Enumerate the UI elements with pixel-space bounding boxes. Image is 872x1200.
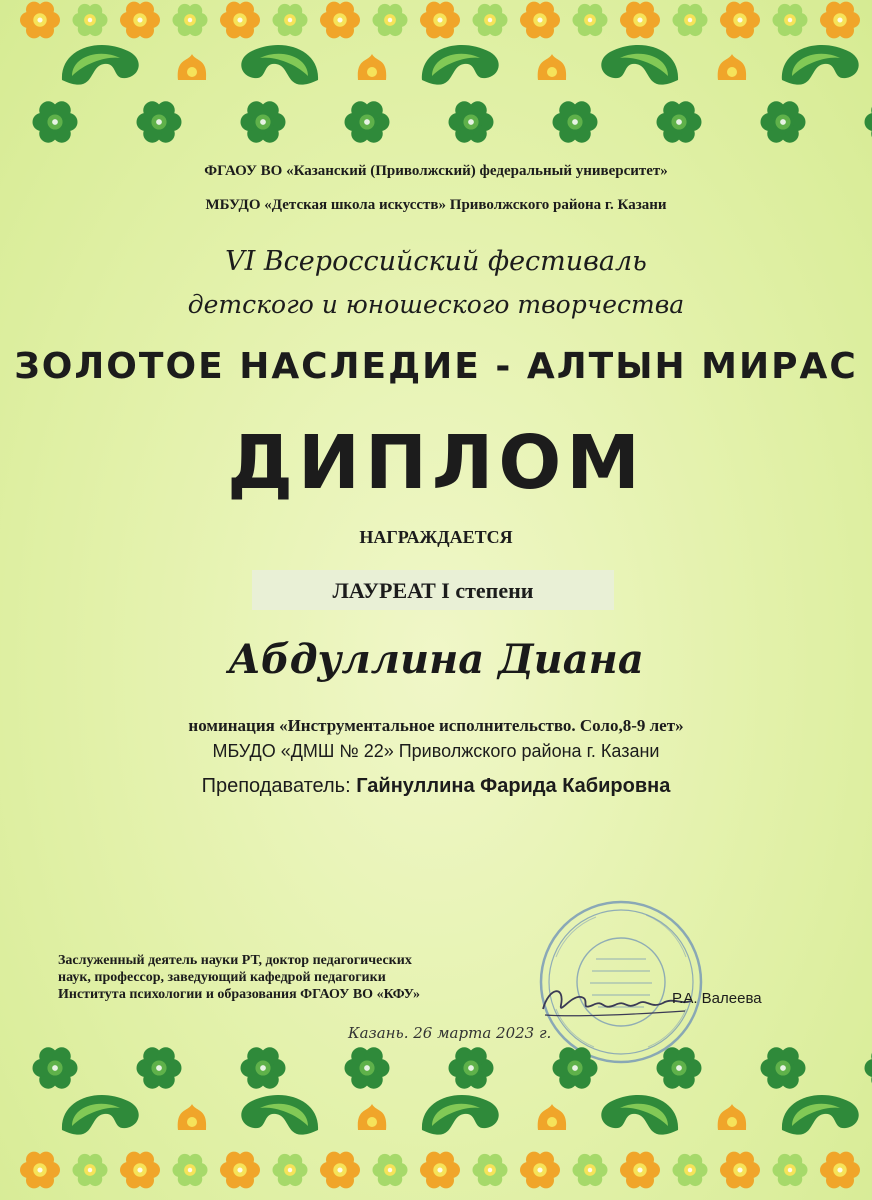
paisley-leaf-icon — [241, 1095, 318, 1135]
diploma-title: ДИПЛОМ — [227, 420, 645, 506]
festival-title-line1: VI Всероссийский фестиваль — [225, 246, 647, 277]
paisley-leaf-icon — [422, 45, 499, 85]
flower-rosette-icon — [220, 2, 260, 39]
flower-rosette-icon — [420, 2, 460, 39]
flower-rosette-icon — [373, 4, 408, 36]
flower-rosette-icon — [420, 1152, 460, 1189]
flower-rosette-icon — [273, 4, 308, 36]
green-rosette-icon — [865, 1047, 872, 1088]
paisley-leaf-icon — [241, 45, 318, 85]
green-rosette-icon — [345, 1047, 390, 1088]
green-rosette-icon — [241, 101, 286, 142]
green-rosette-icon — [657, 101, 702, 142]
nomination-text: номинация «Инструментальное исполнительство. Соло,8-9 лет» — [188, 716, 684, 735]
green-rosette-icon — [345, 101, 390, 142]
green-rosette-icon — [865, 101, 872, 142]
tulip-flower-icon — [538, 54, 566, 80]
tulip-flower-icon — [178, 1104, 206, 1130]
teacher-line — [0, 775, 872, 798]
degree-highlight — [252, 570, 614, 610]
degree-text: ЛАУРЕАТ I степени — [332, 578, 534, 603]
green-rosette-icon — [449, 1047, 494, 1088]
green-rosette-icon — [761, 101, 806, 142]
signatory-title-line1: Заслуженный деятель науки РТ, доктор педагогических — [58, 953, 412, 968]
tulip-flower-icon — [178, 54, 206, 80]
green-rosette-icon — [553, 1047, 598, 1088]
green-rosette-icon — [657, 1047, 702, 1088]
signatory-name: Р.А. Валеева — [672, 990, 762, 1007]
place-date: Казань. 26 марта 2023 г. — [348, 1024, 552, 1042]
flower-rosette-icon — [273, 1154, 308, 1186]
green-rosette-icon — [137, 101, 182, 142]
top-floral-border — [0, 0, 872, 150]
green-rosette-icon — [137, 1047, 182, 1088]
signatory-title — [58, 952, 420, 1003]
paisley-leaf-icon — [601, 1095, 678, 1135]
signatory-title-line2: наук, профессор, заведующий кафедрой педагогики — [58, 970, 386, 985]
flower-rosette-icon — [373, 1154, 408, 1186]
flower-rosette-icon — [473, 1154, 508, 1186]
handwritten-signature — [535, 975, 695, 1025]
awarded-label: НАГРАЖДАЕТСЯ — [359, 527, 513, 547]
signatory-title-line3: Института психологии и образования ФГАОУ ВО «КФУ» — [58, 987, 421, 1002]
flower-rosette-icon — [773, 1154, 808, 1186]
green-rosette-icon — [33, 1047, 78, 1088]
flower-rosette-icon — [820, 1152, 860, 1189]
flower-rosette-icon — [520, 2, 560, 39]
bottom-floral-border — [0, 1040, 872, 1190]
flower-rosette-icon — [120, 1152, 160, 1189]
flower-rosette-icon — [673, 4, 708, 36]
flower-rosette-icon — [173, 1154, 208, 1186]
flower-rosette-icon — [20, 2, 60, 39]
flower-rosette-icon — [620, 2, 660, 39]
flower-rosette-icon — [120, 2, 160, 39]
flower-rosette-icon — [773, 4, 808, 36]
green-rosette-icon — [761, 1047, 806, 1088]
green-rosette-icon — [553, 101, 598, 142]
flower-rosette-icon — [720, 1152, 760, 1189]
flower-rosette-icon — [720, 2, 760, 39]
school-name: МБУДО «Детская школа искусств» Приволжского района г. Казани — [205, 197, 667, 213]
green-rosette-icon — [241, 1047, 286, 1088]
flower-rosette-icon — [173, 4, 208, 36]
festival-name: ЗОЛОТОЕ НАСЛЕДИЕ - АЛТЫН МИРАС — [14, 346, 858, 387]
flower-rosette-icon — [820, 2, 860, 39]
paisley-leaf-icon — [601, 45, 678, 85]
teacher-label: Преподаватель: — [201, 775, 351, 797]
institution-text: МБУДО «ДМШ № 22» Приволжского района г. Казани — [212, 741, 660, 761]
recipient-name: Абдуллина Диана — [228, 636, 644, 683]
paisley-leaf-icon — [62, 45, 139, 85]
flower-rosette-icon — [673, 1154, 708, 1186]
flower-rosette-icon — [320, 2, 360, 39]
festival-title-line2: детского и юношеского творчества — [187, 290, 685, 319]
flower-rosette-icon — [73, 1154, 108, 1186]
paisley-leaf-icon — [422, 1095, 499, 1135]
teacher-name: Гайнуллина Фарида Кабировна — [356, 775, 671, 797]
flower-rosette-icon — [573, 1154, 608, 1186]
tulip-flower-icon — [718, 1104, 746, 1130]
flower-rosette-icon — [520, 1152, 560, 1189]
tulip-flower-icon — [718, 54, 746, 80]
tulip-flower-icon — [358, 54, 386, 80]
green-rosette-icon — [33, 101, 78, 142]
tulip-flower-icon — [358, 1104, 386, 1130]
university-name: ФГАОУ ВО «Казанский (Приволжский) федеральный университет» — [204, 163, 668, 179]
paisley-leaf-icon — [62, 1095, 139, 1135]
flower-rosette-icon — [73, 4, 108, 36]
paisley-leaf-icon — [782, 1095, 859, 1135]
flower-rosette-icon — [620, 1152, 660, 1189]
flower-rosette-icon — [220, 1152, 260, 1189]
green-rosette-icon — [449, 101, 494, 142]
flower-rosette-icon — [573, 4, 608, 36]
paisley-leaf-icon — [782, 45, 859, 85]
flower-rosette-icon — [20, 1152, 60, 1189]
flower-rosette-icon — [473, 4, 508, 36]
tulip-flower-icon — [538, 1104, 566, 1130]
flower-rosette-icon — [320, 1152, 360, 1189]
